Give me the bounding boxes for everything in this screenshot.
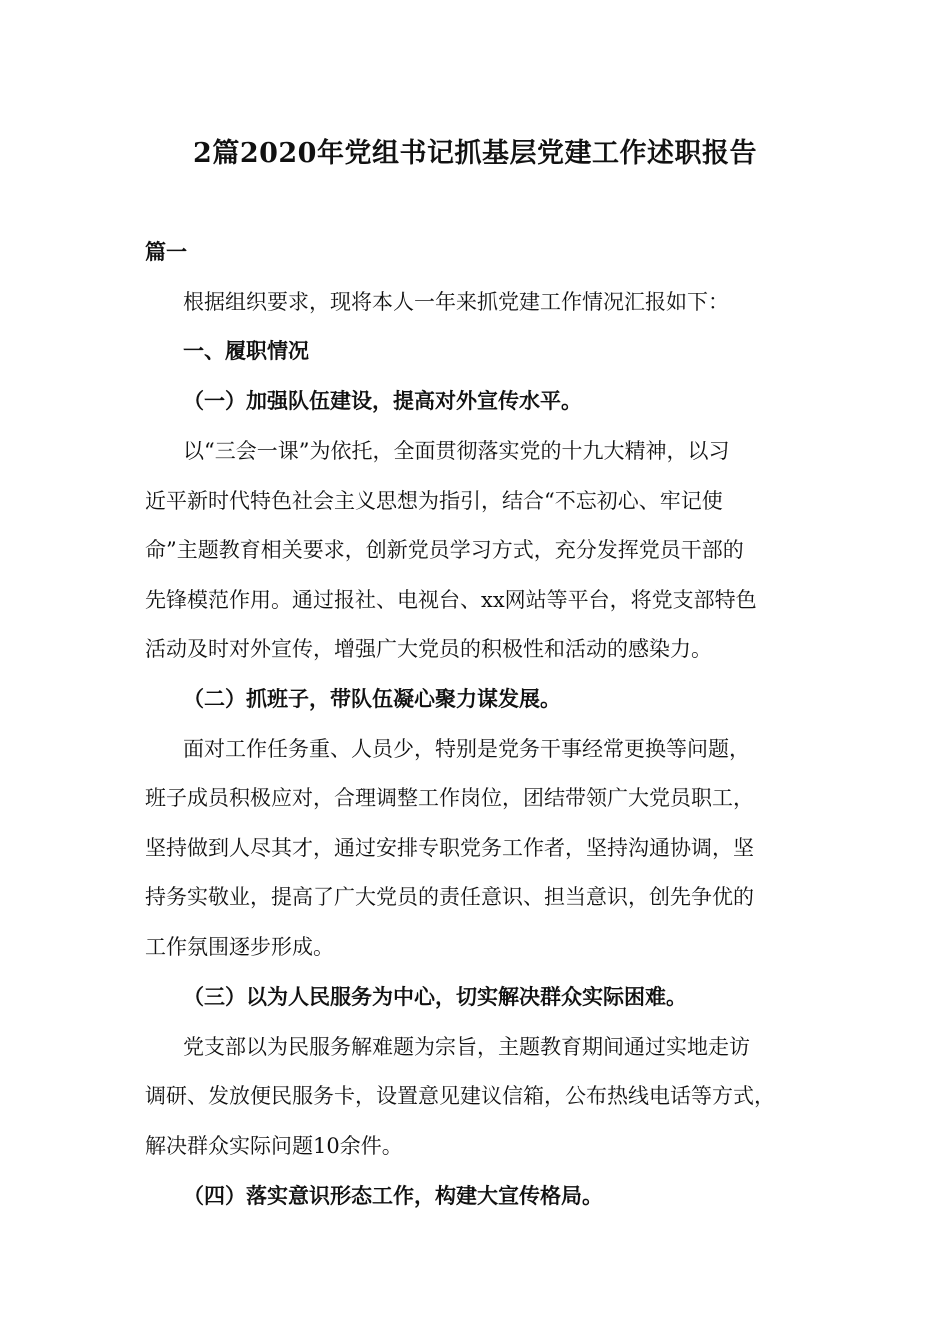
subheading-3: （三）以为人民服务为中心，切实解决群众实际困难。 [183,984,687,1009]
paragraph-line: 以“三会一课”为依托，全面贯彻落实党的十九大精神，以习 [183,439,730,463]
heading-performance: 一、履职情况 [183,338,309,363]
paragraph-line: 解决群众实际问题10余件。 [145,1134,403,1158]
paragraph-line: 活动及时对外宣传，增强广大党员的积极性和活动的感染力。 [145,637,712,661]
paragraph-line: 近平新时代特色社会主义思想为指引，结合“不忘初心、牢记使 [145,489,723,513]
paragraph-line: 持务实敬业，提高了广大党员的责任意识、担当意识，创先争优的 [145,885,754,909]
intro-paragraph: 根据组织要求，现将本人一年来抓党建工作情况汇报如下： [183,290,729,314]
paragraph-line: 调研、发放便民服务卡，设置意见建议信箱，公布热线电话等方式， [145,1084,775,1108]
section-label: 篇一 [145,239,187,264]
paragraph-line: 先锋模范作用。通过报社、电视台、xx网站等平台，将党支部特色 [145,588,757,612]
document-title: 2篇2020年党组书记抓基层党建工作述职报告 [193,138,757,169]
subheading-4: （四）落实意识形态工作，构建大宣传格局。 [183,1183,603,1208]
paragraph-line: 工作氛围逐步形成。 [145,935,334,959]
paragraph-line: 面对工作任务重、人员少，特别是党务干事经常更换等问题， [183,737,750,761]
paragraph-line: 坚持做到人尽其才，通过安排专职党务工作者，坚持沟通协调，坚 [145,836,754,860]
subheading-2: （二）抓班子，带队伍凝心聚力谋发展。 [183,686,561,711]
paragraph-line: 命”主题教育相关要求，创新党员学习方式，充分发挥党员干部的 [145,538,744,562]
paragraph-line: 党支部以为民服务解难题为宗旨，主题教育期间通过实地走访 [183,1035,750,1059]
subheading-1: （一）加强队伍建设，提高对外宣传水平。 [183,388,582,413]
paragraph-line: 班子成员积极应对，合理调整工作岗位，团结带领广大党员职工， [145,786,754,810]
